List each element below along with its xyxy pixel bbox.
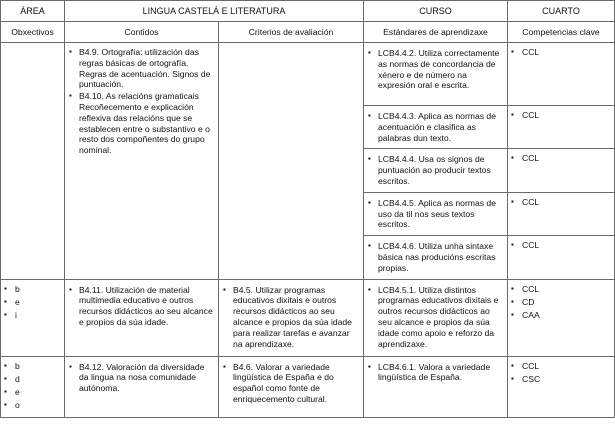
bullet-icon: ▪ bbox=[69, 91, 72, 101]
competencia-cell bbox=[508, 106, 615, 149]
competencia-cell bbox=[508, 356, 615, 417]
obxectivos-cell bbox=[1, 43, 65, 280]
contidos-cell: ▪ B4.12. Valoración da diversidade da lingua na nosa comunidade autónoma. bbox=[65, 356, 219, 417]
standard-cell: ▪ LCB4.6.1. Valora a variedade lingüística de España. bbox=[364, 356, 508, 417]
obxectivos-cell bbox=[1, 279, 65, 356]
col-estandares: Estándares de aprendizaxe bbox=[364, 22, 508, 43]
competencia-cell bbox=[508, 43, 615, 106]
bullet-icon: ▪ bbox=[511, 110, 514, 119]
bullet-icon: ▪ bbox=[511, 196, 514, 206]
bullet-icon: ▪ bbox=[368, 361, 371, 371]
subject-title: LINGUA CASTELÁ E LITERATURA bbox=[65, 1, 364, 22]
competencia-code: CCL bbox=[522, 47, 540, 57]
standard-cell: ▪ LCB4.5.1. Utiliza distintos programas educativos dixitais e outros recursos didácticos ao seu alcance e propios da súa idade como apoio e reforzo da aprendizaxe. bbox=[364, 279, 508, 356]
standard-cell: ▪ LCB4.4.3. Aplica as normas de acentuación e clasifica as palabras dun texto. bbox=[364, 106, 508, 149]
bullet-icon: ▪ bbox=[368, 154, 371, 164]
bullet-icon: ▪ bbox=[511, 47, 514, 56]
col-contidos: Contidos bbox=[65, 22, 219, 43]
curso-value: CUARTO bbox=[508, 1, 615, 22]
bullet-icon: ▪ bbox=[4, 373, 7, 383]
bullet-icon: ▪ bbox=[4, 360, 7, 370]
bullet-icon: ▪ bbox=[4, 296, 7, 306]
bullet-icon: ▪ bbox=[511, 360, 514, 370]
competencia-cell bbox=[508, 236, 615, 279]
competencia-cell bbox=[508, 192, 615, 235]
bullet-icon: ▪ bbox=[368, 197, 371, 207]
bullet-icon: ▪ bbox=[511, 283, 514, 293]
competencia-code: CSC bbox=[522, 373, 541, 384]
criterios-cell: ▪ B4.5. Utilizar programas educativos dixitais e outros recursos didácticos ao seu alcance e propios da súa idade para realizar tarefas e avanzar na aprendizaxe. bbox=[219, 279, 364, 356]
bullet-icon: ▪ bbox=[368, 48, 371, 57]
contido-item: ▪ B4.9. Ortografía: utilización das regras básicas de ortografía. Regras de acentuación. Signos de puntuación. bbox=[69, 47, 211, 90]
obxectivo-code: b bbox=[15, 360, 20, 371]
competencia-code: CAA bbox=[522, 309, 540, 320]
competencia-code: CCL bbox=[522, 360, 540, 371]
standard-cell: ▪ LCB4.4.5. Aplica as normas de uso da til nos seus textos escritos. bbox=[364, 192, 508, 235]
obxectivo-code: d bbox=[15, 373, 20, 384]
competencia-code: CCL bbox=[522, 283, 540, 294]
competencia-cell bbox=[508, 279, 615, 356]
bullet-icon: ▪ bbox=[368, 284, 371, 294]
competencia-code: CCL bbox=[522, 196, 540, 207]
obxectivo-code: i bbox=[15, 309, 17, 320]
competencia-code: CCL bbox=[522, 240, 540, 251]
table-row bbox=[1, 43, 615, 106]
bullet-icon: ▪ bbox=[511, 240, 514, 250]
bullet-icon: ▪ bbox=[511, 153, 514, 163]
bullet-icon: ▪ bbox=[69, 47, 72, 56]
subheader-row bbox=[1, 22, 615, 43]
obxectivo-code: b bbox=[15, 283, 20, 294]
header-row bbox=[1, 1, 615, 22]
competencia-code: CD bbox=[522, 296, 535, 307]
contidos-cell: ▪ B4.11. Utilización de material multimedia educativo e outros recursos didácticos ao seu alcance e propios da súa idade. bbox=[65, 279, 219, 356]
table-row bbox=[1, 279, 615, 356]
bullet-icon: ▪ bbox=[4, 386, 7, 396]
competencia-cell bbox=[508, 149, 615, 192]
standard-cell: ▪ LCB4.4.4. Usa os signos de puntuación ao producir textos escritos. bbox=[364, 149, 508, 192]
bullet-icon: ▪ bbox=[4, 399, 7, 409]
bullet-icon: ▪ bbox=[4, 309, 7, 319]
contidos-cell bbox=[65, 43, 219, 280]
bullet-icon: ▪ bbox=[69, 284, 72, 294]
col-obxectivos: Obxectivos bbox=[1, 22, 65, 43]
col-competencias: Competencias clave bbox=[508, 22, 615, 43]
obxectivo-code: o bbox=[15, 399, 20, 410]
bullet-icon: ▪ bbox=[69, 361, 72, 371]
competencia-code: CCL bbox=[522, 153, 540, 164]
criterios-cell: ▪ B4.6. Valorar a variedade lingüística de España e do español como fonte de enriquecemento cultural. bbox=[219, 356, 364, 417]
bullet-icon: ▪ bbox=[223, 284, 226, 294]
col-criterios: Criterios de avaliación bbox=[219, 22, 364, 43]
contido-item: ▪ B4.10. As relacións gramaticais Recoñecemento e explicación reflexiva das relacións que se establecen entre o substantivo e o resto dos compoñentes do grupo nominal. bbox=[69, 91, 210, 156]
bullet-icon: ▪ bbox=[368, 241, 371, 251]
curso-label: CURSO bbox=[364, 1, 508, 22]
area-label: ÁREA bbox=[1, 1, 65, 22]
table-row bbox=[1, 356, 615, 417]
standard-cell: ▪ LCB4.4.6. Utiliza unha sintaxe básica nas producións escritas propias. bbox=[364, 236, 508, 279]
bullet-icon: ▪ bbox=[223, 361, 226, 371]
standard-cell: ▪ LCB4.4.2. Utiliza correctamente as normas de concordancia de xénero e de número na expresión oral e escrita. bbox=[364, 43, 508, 106]
obxectivos-cell bbox=[1, 356, 65, 417]
bullet-icon: ▪ bbox=[511, 373, 514, 383]
competencia-code: CCL bbox=[522, 110, 540, 120]
obxectivo-code: e bbox=[15, 296, 20, 307]
bullet-icon: ▪ bbox=[368, 111, 371, 120]
criterios-cell bbox=[219, 43, 364, 280]
bullet-icon: ▪ bbox=[4, 283, 7, 293]
bullet-icon: ▪ bbox=[511, 296, 514, 306]
obxectivo-code: e bbox=[15, 386, 20, 397]
bullet-icon: ▪ bbox=[511, 309, 514, 319]
